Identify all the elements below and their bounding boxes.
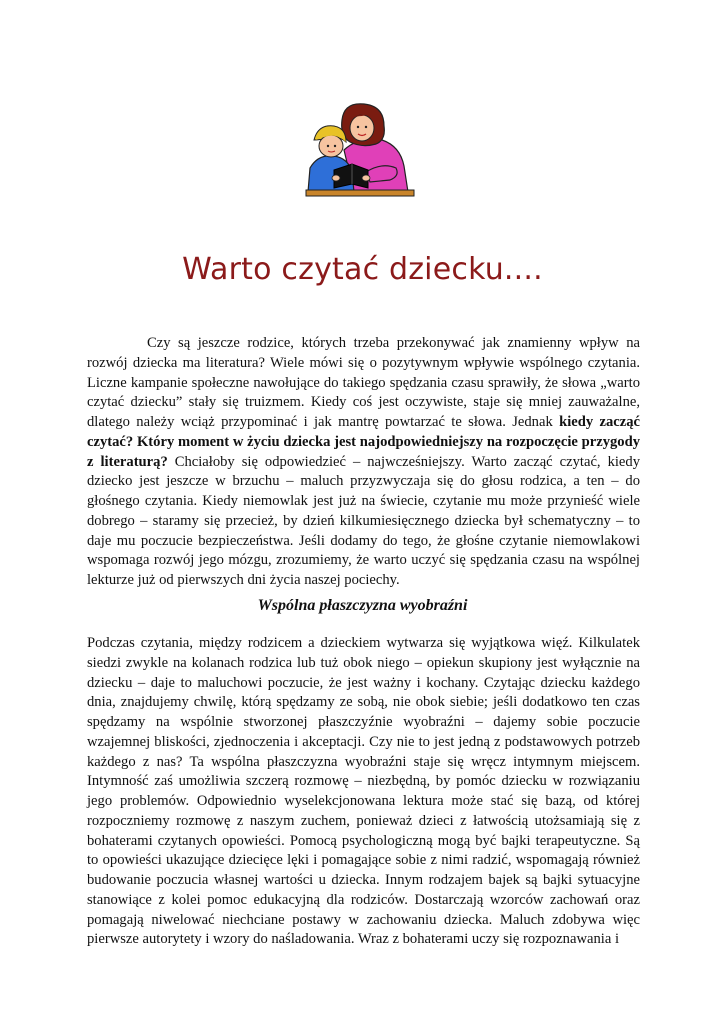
intro-bold-question: kiedy zacząć czytać? Który moment w życiu dziecka jest najodpowiedniejszy na rozpoczęcie przygody z literaturą?: [87, 414, 640, 470]
mother-child-reading-illustration: [304, 100, 420, 198]
section-paragraph: Podczas czytania, między rodzicem a dzieckiem wytwarza się wyjątkowa więź. Kilkulatek siedzi zwykle na kolanach rodzica lub tuż obok niego – opiekun skupiony jest wyłącznie na dziecku – daje to maluchowi poczucie, że jest ważny i kochany. Czytając dziecku każdego dnia, znajdujemy chwilę, którą spędzamy ze sobą, nie obok siebie; jeśli dodatkowo ten czas spędzamy na wspólnie stworzonej płaszczyźnie wyobraźni – dajemy sobie poczucie wzajemnej bliskości, zjednoczenia i akceptacji. Czy nie to jest jedną z podstawowych potrzeb każdego z nas? Ta wspólna płaszczyzna wyobraźni staje się wręcz intymnym miejscem. Intymność zaś umożliwia szczerą rozmowę – niezbędną, by pomóc dziecku w rozwiązaniu jego problemów. Odpowiednio wyselekcjonowana lektura może stać się bazą, od której rozpoczniemy rozmowę z naszym zuchem, ponieważ dzieci z łatwością utożsamiają się z bohaterami czytanych opowieści. Pomocą psychologiczną mogą być bajki terapeutyczne. Są to opowieści ukazujące dziecięce lęki i pomagające sobie z nimi radzić, wspomagają również budowanie poczucia własnej wartości u dziecka. Innym rodzajem bajek są bajki sytuacyjne stanowiące z kolei pomoc edukacyjną dla rodziców. Dostarczają wzorców zachowań oraz pomagają niwelować niechciane postawy w zachowaniu dziecka. Maluch zdobywa więc pierwsze autorytety i wzory do naśladowania. Wraz z bohaterami uczy się rozpoznawania i: [87, 635, 640, 948]
intro-text-start: Czy są jeszcze rodzice, których trzeba przekonywać jak znamienny wpływ na rozwój dziecka ma literatura? Wiele mówi się o pozytywnym wpływie wspólnego czytania. Liczne kampanie społeczne nawołujące do takiego spędzania czasu sprawiły, że słowa „warto czytać dziecku” stały się truizmem. Kiedy coś jest oczywiste, staje się mniej zauważalne, dlatego należy wciąż przypominać i jak mantrę powtarzać te słowa. Jednak: [87, 335, 640, 430]
intro-paragraph: [87, 334, 640, 591]
section-heading: Wspólna płaszczyzna wyobraźni: [257, 597, 468, 614]
document-title: Warto czytać dziecku....: [182, 252, 543, 287]
intro-text-end: Chciałoby się odpowiedzieć – najwcześniejszy. Warto zacząć czytać, kiedy dziecko jest jeszcze w brzuchu – maluch przyzwyczaja się do głosu rodzica, a ten – do głośnego czytania. Kiedy niemowlak jest już na świecie, czytanie mu może przynieść wiele dobrego – staramy się przecież, by dzień kilkumiesięcznego dziecka był schematyczny – to daje mu poczucie bezpieczeństwa. Jeśli dodamy do tego, że głośne czytanie niemowlakowi wspomaga rozwój jego mózgu, zrozumiemy, że warto uczyć się spędzania czasu na wspólnej lekturze już od pierwszych dni życia naszej pociechy.: [87, 453, 640, 588]
